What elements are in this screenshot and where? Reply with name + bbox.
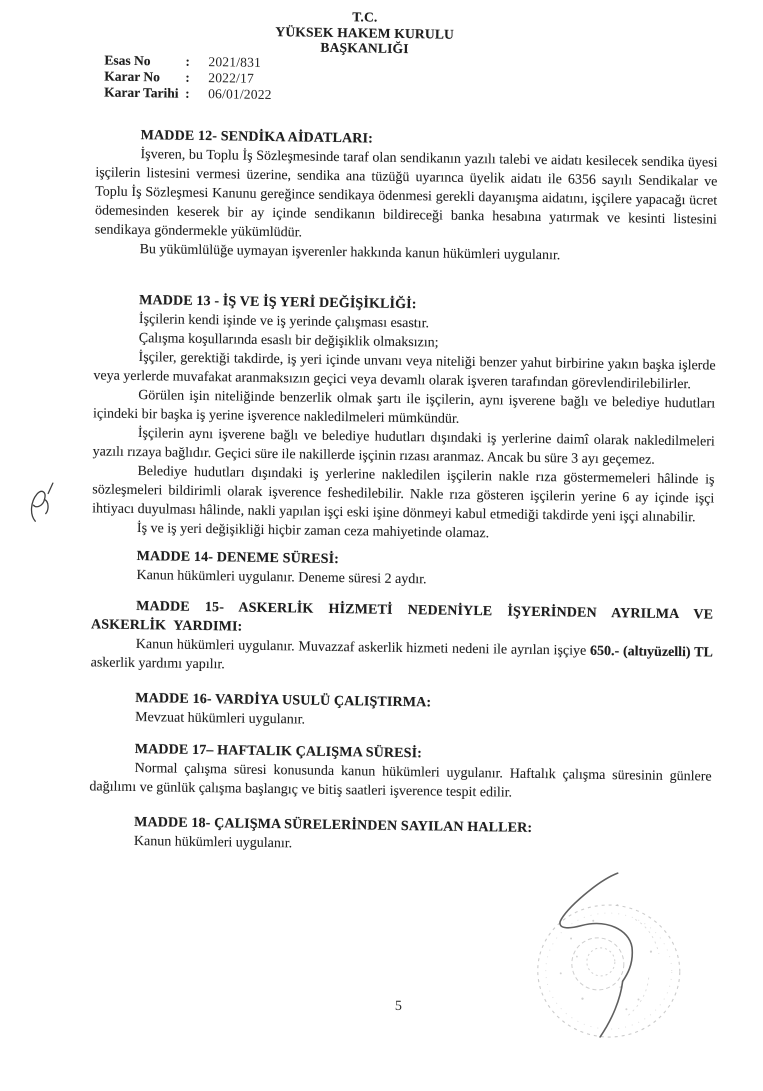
case-value: 2022/17 — [208, 69, 255, 86]
text-run: Belediye hudutları dışındaki iş yerlerine nakledilen işçilerin nakle rıza göstermemeleri hâlinde iş sözleşmeleri bildirimli olarak işverence feshedilebilir. Nakle rıza gösteren işçilerin yerine 6 ay içinde işçi ihtiyacı duyulması hâlinde, nakli yapılan işçi eski işine dönmeyi kabul etmediği takdirde yeni işçi alınabilir. — [92, 464, 715, 526]
article-paragraph — [91, 634, 713, 681]
article — [95, 125, 718, 267]
article-title: MADDE 17– HAFTALIK ÇALIŞMA SÜRESİ: — [134, 742, 423, 762]
article-paragraph — [92, 461, 715, 527]
case-label: Karar No — [104, 68, 160, 85]
case-separator: : — [185, 69, 190, 85]
document-body — [89, 125, 718, 859]
official-stamp-icon — [530, 858, 732, 1086]
case-value: 2021/831 — [208, 54, 262, 70]
margin-paraph-icon — [11, 467, 77, 538]
article-title: MADDE 13 - İŞ VE İŞ YERİ DEĞİŞİKLİĞİ: — [139, 293, 417, 313]
text-run: Görülen işin niteliğinde benzerlik olmak şartı ile işçilerin, aynı işverene bağlı ve belediye hudutları içindeki bir başka iş yerine işverence nakledilmeleri mümkündür. — [92, 388, 716, 427]
case-label: Karar Tarihi — [104, 84, 179, 101]
article-title: MADDE 18- ÇALIŞMA SÜRELERİNDEN SAYILAN HALLER: — [134, 814, 533, 836]
article — [91, 596, 714, 681]
case-separator: : — [185, 85, 190, 101]
article-title: MADDE 14- DENEME SÜRESİ: — [136, 549, 340, 568]
text-run: İş ve iş yeri değişikliği hiçbir zaman ceza mahiyetinde olamaz. — [136, 521, 490, 542]
text-run: askerlik yardımı yapılır. — [90, 655, 225, 673]
text-run: Normal çalışma süresi konusunda kanun hükümleri uygulanır. Haftalık çalışma süresinin günlere dağılımı ve günlük çalışma başlangıç ve bitiş saatleri işverence tespit edilir. — [89, 760, 712, 801]
text-run: İşçiler, gerektiği takdirde, iş yeri içinde unvanı veya niteliği benzer yahut birbirine yakın başka işlerde veya yerlerde muvafakat aranmaksızın geçici veya devamlı olarak işveren tarafından görevlendirilebilirler. — [93, 350, 716, 393]
case-row-karar-tarihi — [104, 84, 272, 102]
text-run: Kanun hükümleri uygulanır. Deneme süresi 2 aydır. — [136, 568, 427, 588]
case-value: 06/01/2022 — [208, 85, 272, 102]
text-run: Kanun hükümleri uygulanır. Muvazzaf askerlik hizmeti nedeni ile ayrılan işçiye — [135, 637, 591, 659]
article-paragraph — [89, 758, 711, 805]
case-separator: : — [185, 53, 191, 69]
header-org-unit: BAŞKANLIĞI — [320, 39, 409, 57]
document-header — [272, 8, 458, 57]
article — [92, 290, 716, 546]
text-run: İşveren, bu Toplu İş Sözleşmesinde taraf olan sendikanın yazılı talebi ve aidatı kesilecek sendika üyesi işçilerin listesini vermesi üzerine, sendika ana tüzüğü uyarınca üyelik aidatı ile 6356 sayılı Sendikalar ve Toplu İş Sözleşmesi Kanunu gereğince sendikaya ödenmesi gerekli dayanışma aidatını, işçilere yapacağı ücret ödemesinden keserek bir ay içinde sendikanın bildireceği banka hesabına yatırmak ve kesinti listesini sendikaya göndermekle yükümlüdür. — [94, 147, 718, 241]
case-info-block — [104, 53, 272, 103]
article — [89, 812, 711, 859]
header-tc: T.C. — [352, 9, 378, 25]
header-org: YÜKSEK HAKEM KURULU — [275, 23, 455, 42]
article-title: MADDE 15- ASKERLİK HİZMETİ NEDENİYLE İŞYERİNDEN AYRILMA VE ASKERLİK YARDIMI: — [90, 599, 714, 635]
text-run: İşçilerin aynı işverene bağlı ve belediye hudutları dışındaki iş yerlerine daimî olarak nakledilmeleri yazılı rızaya bağlıdır. Geçici süre ile nakillerde işçinin rızası aranmaz. Ancak bu süre 3 ayı geçemez. — [92, 426, 715, 468]
article-title: MADDE 16- VARDİYA USULÜ ÇALIŞTIRMA: — [135, 691, 432, 711]
text-run: İşçilerin kendi işinde ve iş yerinde çalışması esastır. — [138, 312, 430, 332]
case-label: Esas No — [104, 52, 151, 69]
text-run: Mevzuat hükümleri uygulanır. — [135, 710, 306, 728]
article — [89, 739, 712, 805]
bold-run: 650.- (altıyüzelli) TL — [589, 643, 713, 661]
page-number: 5 — [394, 998, 402, 1014]
article — [90, 688, 712, 735]
text-run: Çalışma koşullarında esaslı bir değişiklik olmaksızın; — [138, 331, 439, 351]
article-paragraph — [95, 144, 718, 248]
text-run: Bu yükümlülüğe uymayan işverenler hakkında kanun hükümleri uygulanır. — [139, 242, 561, 264]
article-title: MADDE 12- SENDİKA AİDATLARI: — [140, 128, 374, 147]
article — [91, 546, 713, 593]
text-run: Kanun hükümleri uygulanır. — [133, 833, 293, 852]
